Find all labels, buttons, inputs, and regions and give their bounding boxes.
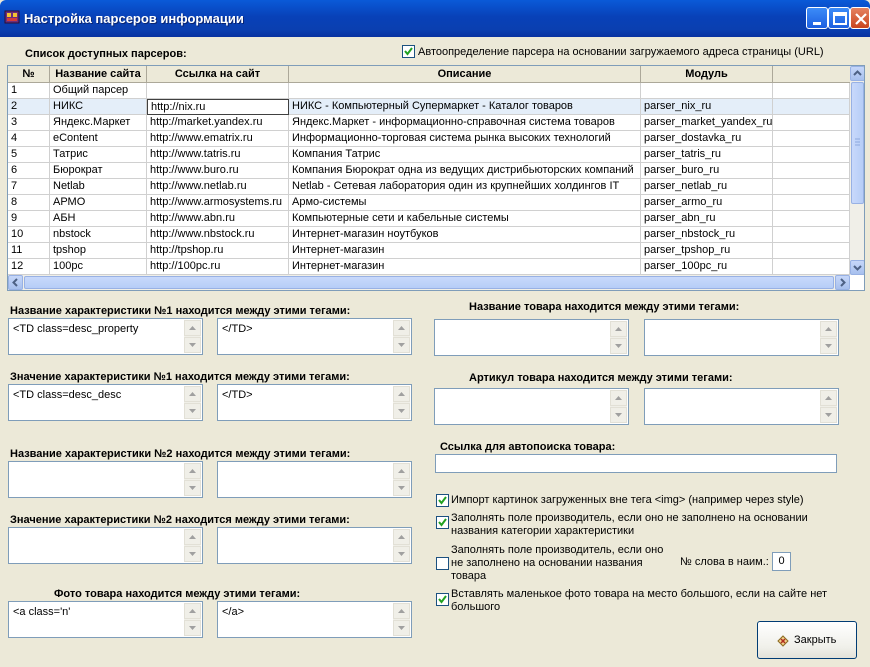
arrow-up-icon (851, 67, 864, 80)
product-name-open-field[interactable] (434, 319, 629, 356)
table-cell[interactable]: Netlab - Сетевая лаборатория один из крупнейших холдингов IT (289, 179, 641, 195)
fill-manufacturer-name-label (451, 544, 663, 583)
table-cell[interactable]: 9 (8, 211, 50, 227)
table-cell[interactable]: nbstock (50, 227, 147, 243)
table-cell[interactable]: Татрис (50, 147, 147, 163)
prop1-value-open-field[interactable] (8, 384, 203, 421)
arrow-up-icon[interactable] (610, 321, 627, 337)
scroll-left-button[interactable] (8, 275, 23, 290)
arrow-down-icon[interactable] (184, 620, 201, 636)
checkmark-icon (437, 517, 448, 528)
article-close-field[interactable] (644, 388, 839, 425)
table-cell[interactable]: http://www.tatris.ru (147, 147, 289, 163)
field-scrollbar[interactable] (184, 463, 201, 496)
table-row[interactable] (8, 115, 850, 131)
arrow-left-icon (9, 276, 22, 289)
arrow-up-icon[interactable] (610, 390, 627, 406)
table-cell[interactable]: http://100pc.ru (147, 259, 289, 275)
arrow-down-icon[interactable] (820, 407, 837, 423)
table-cell[interactable]: 5 (8, 147, 50, 163)
column-header-empty (773, 66, 850, 83)
prop2-value-close-field[interactable] (217, 527, 412, 564)
table-cell[interactable]: parser_abn_ru (641, 211, 773, 227)
article-open-field[interactable] (434, 388, 629, 425)
table-cell[interactable]: 3 (8, 115, 50, 131)
arrow-down-icon[interactable] (393, 620, 410, 636)
table-cell[interactable]: Информационно-торговая система рынка высоких технологий (289, 131, 641, 147)
arrow-down-icon[interactable] (184, 546, 201, 562)
word-number-label: № слова в наим.: (680, 556, 769, 568)
arrow-down-icon[interactable] (393, 546, 410, 562)
table-cell[interactable]: parser_buro_ru (641, 163, 773, 179)
arrow-up-icon[interactable] (820, 390, 837, 406)
field-scrollbar[interactable] (393, 529, 410, 562)
field-scrollbar[interactable] (393, 463, 410, 496)
table-cell[interactable]: 8 (8, 195, 50, 211)
arrow-up-icon[interactable] (393, 320, 410, 336)
table-cell[interactable]: http://www.abn.ru (147, 211, 289, 227)
field-scrollbar[interactable] (610, 321, 627, 354)
table-cell[interactable]: http://www.ematrix.ru (147, 131, 289, 147)
table-cell[interactable] (147, 83, 289, 99)
arrow-up-icon[interactable] (393, 386, 410, 402)
column-header-number[interactable]: № (8, 66, 50, 83)
checkmark-icon (403, 46, 414, 57)
table-cell[interactable]: parser_market_yandex_ru (641, 115, 773, 131)
table-cell[interactable] (773, 115, 850, 131)
table-cell[interactable]: Армо-системы (289, 195, 641, 211)
table-cell[interactable]: НИКС - Компьютерный Супермаркет - Каталог товаров (289, 99, 641, 115)
table-cell[interactable]: http://www.buro.ru (147, 163, 289, 179)
column-header-module[interactable]: Модуль (641, 66, 773, 83)
photo-close-field[interactable] (217, 601, 412, 638)
maximize-icon (829, 8, 851, 30)
field-scrollbar[interactable] (820, 321, 837, 354)
table-cell[interactable]: Яндекс.Маркет (50, 115, 147, 131)
table-cell[interactable]: http://market.yandex.ru (147, 115, 289, 131)
table-row[interactable] (8, 163, 850, 179)
table-cell[interactable]: АБН (50, 211, 147, 227)
arrow-down-icon[interactable] (184, 403, 201, 419)
table-row[interactable] (8, 83, 850, 99)
label-line: названия категории характеристики (451, 525, 635, 537)
arrow-down-icon[interactable] (610, 407, 627, 423)
label-line: не заполнено на основании названия (451, 557, 643, 569)
prop2-value-label: Значение характеристики №2 находится между этими тегами: (10, 514, 350, 526)
autodetect-label: Автоопределение парсера на основании загружаемого адреса страницы (URL) (418, 46, 824, 58)
prop1-name-close-field[interactable] (217, 318, 412, 355)
arrow-up-icon[interactable] (393, 463, 410, 479)
table-cell[interactable]: http://www.netlab.ru (147, 179, 289, 195)
arrow-down-icon[interactable] (184, 480, 201, 496)
table-cell[interactable]: 1 (8, 83, 50, 99)
table-cell[interactable]: 7 (8, 179, 50, 195)
field-text: </TD> (222, 323, 253, 335)
table-row[interactable] (8, 131, 850, 147)
scroll-right-button[interactable] (835, 275, 850, 290)
arrow-up-icon[interactable] (184, 529, 201, 545)
table-cell[interactable] (289, 83, 641, 99)
table-cell[interactable] (773, 147, 850, 163)
prop2-name-open-field[interactable] (8, 461, 203, 498)
table-cell[interactable]: Netlab (50, 179, 147, 195)
arrow-down-icon[interactable] (393, 337, 410, 353)
field-text: <TD class=desc_property (13, 323, 139, 335)
field-scrollbar[interactable] (393, 320, 410, 353)
table-cell[interactable]: НИКС (50, 99, 147, 115)
label-line: большого (451, 601, 501, 613)
table-cell[interactable]: parser_nbstock_ru (641, 227, 773, 243)
table-cell[interactable]: Интернет-магазин (289, 259, 641, 275)
arrow-right-icon (836, 276, 849, 289)
horizontal-scrollbar[interactable] (8, 275, 850, 290)
horizontal-scroll-thumb[interactable] (24, 276, 834, 289)
minimize-icon (807, 8, 829, 30)
table-cell[interactable] (773, 163, 850, 179)
checkmark-icon (437, 495, 448, 506)
small-photo-label (451, 588, 827, 614)
table-row[interactable] (8, 259, 850, 275)
table-cell[interactable]: 2 (8, 99, 50, 115)
prop2-name-close-field[interactable] (217, 461, 412, 498)
product-name-close-field[interactable] (644, 319, 839, 356)
arrow-down-icon[interactable] (610, 338, 627, 354)
photo-open-field[interactable] (8, 601, 203, 638)
arrow-up-icon[interactable] (393, 529, 410, 545)
arrow-up-icon[interactable] (393, 603, 410, 619)
table-row[interactable] (8, 243, 850, 259)
word-number-field[interactable]: 0 (772, 552, 791, 571)
field-text: </TD> (222, 389, 253, 401)
autosearch-input[interactable] (435, 454, 837, 473)
prop2-value-open-field[interactable] (8, 527, 203, 564)
import-images-label: Импорт картинок загруженных вне тега <img> (например через style) (451, 494, 804, 506)
table-cell[interactable]: 100pc (50, 259, 147, 275)
table-cell[interactable]: http://www.armosystems.ru (147, 195, 289, 211)
table-cell[interactable]: parser_tpshop_ru (641, 243, 773, 259)
table-cell[interactable]: 6 (8, 163, 50, 179)
label-line: Заполнять поле производитель, если оно не заполнено на основании (451, 512, 808, 524)
table-cell[interactable] (773, 195, 850, 211)
table-cell[interactable] (773, 131, 850, 147)
arrow-down-icon[interactable] (820, 338, 837, 354)
table-cell[interactable]: Бюрократ (50, 163, 147, 179)
field-scrollbar[interactable] (610, 390, 627, 423)
vertical-scroll-thumb[interactable] (851, 82, 864, 204)
app-icon (4, 9, 20, 25)
close-button-label: Закрыть (794, 634, 837, 646)
field-scrollbar[interactable] (393, 386, 410, 419)
field-scrollbar[interactable] (184, 386, 201, 419)
fill-manufacturer-category-checkbox[interactable] (436, 516, 449, 529)
table-row[interactable] (8, 195, 850, 211)
autosearch-label: Ссылка для автопоиска товара: (440, 441, 616, 453)
table-row[interactable] (8, 99, 850, 115)
field-scrollbar[interactable] (184, 603, 201, 636)
maximize-button[interactable] (828, 7, 850, 29)
table-cell[interactable]: Компания Татрис (289, 147, 641, 163)
table-cell[interactable]: Компания Бюрократ одна из ведущих дистрибьюторских компаний (289, 163, 641, 179)
table-cell[interactable]: http://www.nbstock.ru (147, 227, 289, 243)
product-name-label: Название товара находится между этими тегами: (469, 301, 740, 313)
prop1-value-label: Значение характеристики №1 находится между этими тегами: (10, 371, 350, 383)
prop1-name-open-field[interactable] (8, 318, 203, 355)
field-scrollbar[interactable] (184, 529, 201, 562)
grip-icon (852, 83, 863, 203)
field-text: <a class='n' (13, 606, 71, 618)
parsers-label: Список доступных парсеров: (25, 48, 187, 60)
arrow-up-icon[interactable] (184, 320, 201, 336)
import-images-checkbox[interactable] (436, 494, 449, 507)
field-scrollbar[interactable] (820, 390, 837, 423)
table-cell[interactable]: Интернет-магазин (289, 243, 641, 259)
table-cell[interactable] (773, 227, 850, 243)
table-cell[interactable] (773, 211, 850, 227)
table-cell[interactable] (773, 83, 850, 99)
fill-manufacturer-category-label (451, 512, 808, 538)
table-row[interactable] (8, 179, 850, 195)
table-cell[interactable]: tpshop (50, 243, 147, 259)
table-cell[interactable]: parser_tatris_ru (641, 147, 773, 163)
label-line: Вставлять маленькое фото товара на место большого, если на сайте нет (451, 588, 828, 600)
column-header-description[interactable]: Описание (289, 66, 641, 83)
field-scrollbar[interactable] (184, 320, 201, 353)
table-cell[interactable]: АРМО (50, 195, 147, 211)
prop1-value-close-field[interactable] (217, 384, 412, 421)
close-icon (851, 8, 870, 30)
prop1-name-label: Название характеристики №1 находится между этими тегами: (10, 305, 351, 317)
close-door-icon (775, 633, 791, 649)
close-button[interactable] (757, 621, 857, 659)
column-header-site-name[interactable]: Название сайта (50, 66, 147, 83)
table-cell[interactable]: Компьютерные сети и кабельные системы (289, 211, 641, 227)
arrow-up-icon[interactable] (184, 603, 201, 619)
table-cell[interactable] (773, 179, 850, 195)
arrow-down-icon (851, 261, 864, 274)
scroll-down-button[interactable] (850, 260, 865, 275)
field-text: <TD class=desc_desc (13, 389, 122, 401)
table-cell[interactable]: parser_armo_ru (641, 195, 773, 211)
table-row[interactable] (8, 227, 850, 243)
prop2-name-label: Название характеристики №2 находится между этими тегами: (10, 448, 351, 460)
table-cell[interactable]: parser_dostavka_ru (641, 131, 773, 147)
fill-manufacturer-name-checkbox[interactable] (436, 557, 449, 570)
photo-label: Фото товара находится между этими тегами: (54, 588, 301, 600)
table-cell[interactable]: parser_nix_ru (641, 99, 773, 115)
table-cell[interactable]: parser_netlab_ru (641, 179, 773, 195)
checkmark-icon (437, 594, 448, 605)
autodetect-checkbox[interactable] (402, 45, 415, 58)
table-cell[interactable]: parser_100pc_ru (641, 259, 773, 275)
arrow-up-icon[interactable] (184, 386, 201, 402)
table-cell[interactable] (773, 243, 850, 259)
minimize-button[interactable] (806, 7, 828, 29)
window-title: Настройка парсеров информации (24, 11, 244, 26)
table-cell[interactable]: 4 (8, 131, 50, 147)
table-cell[interactable]: Общий парсер (50, 83, 147, 99)
field-scrollbar[interactable] (393, 603, 410, 636)
table-cell[interactable] (773, 259, 850, 275)
small-photo-checkbox[interactable] (436, 593, 449, 606)
label-line: Заполнять поле производитель, если оно (451, 544, 664, 556)
table-cell[interactable]: Интернет-магазин ноутбуков (289, 227, 641, 243)
table-cell[interactable]: http://tpshop.ru (147, 243, 289, 259)
arrow-down-icon[interactable] (184, 337, 201, 353)
scroll-up-button[interactable] (850, 66, 865, 81)
arrow-down-icon[interactable] (393, 403, 410, 419)
arrow-down-icon[interactable] (393, 480, 410, 496)
close-window-button[interactable] (850, 7, 870, 29)
title-bar[interactable] (0, 0, 870, 37)
table-header (8, 66, 850, 83)
table-cell[interactable]: 10 (8, 227, 50, 243)
table-row[interactable] (8, 211, 850, 227)
arrow-up-icon[interactable] (820, 321, 837, 337)
table-cell[interactable]: Яндекс.Маркет - информационно-справочная система товаров (289, 115, 641, 131)
table-cell[interactable]: 12 (8, 259, 50, 275)
table-cell[interactable] (773, 99, 850, 115)
table-cell[interactable]: 11 (8, 243, 50, 259)
parsers-table[interactable] (7, 65, 865, 291)
table-cell[interactable] (641, 83, 773, 99)
table-row[interactable] (8, 147, 850, 163)
table-cell[interactable]: eContent (50, 131, 147, 147)
column-header-site-link[interactable]: Ссылка на сайт (147, 66, 289, 83)
article-label: Артикул товара находится между этими тегами: (469, 372, 733, 384)
field-text: </a> (222, 606, 245, 618)
arrow-up-icon[interactable] (184, 463, 201, 479)
table-cell[interactable]: http://nix.ru (147, 99, 289, 115)
label-line: товара (451, 570, 487, 582)
vertical-scrollbar[interactable] (850, 66, 865, 275)
